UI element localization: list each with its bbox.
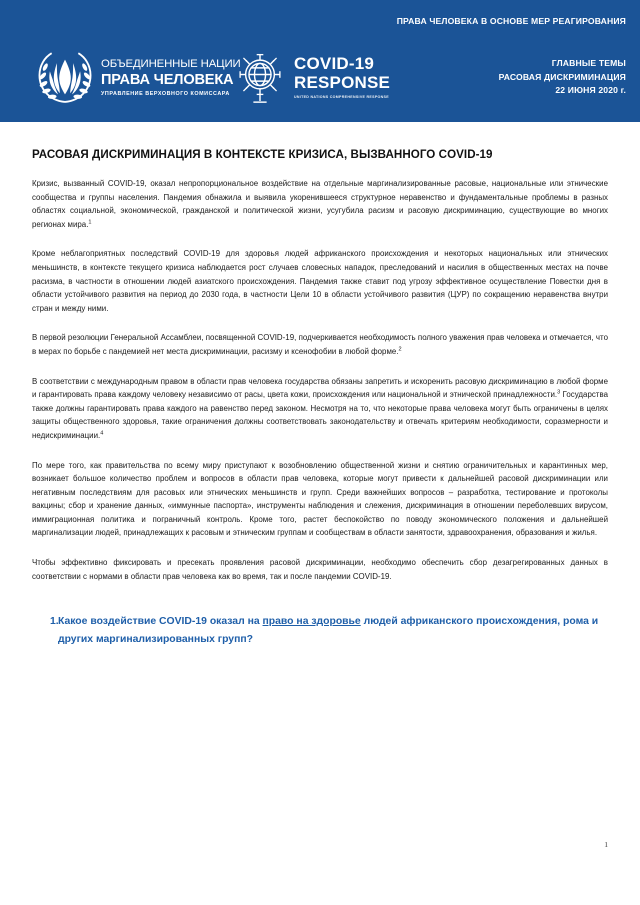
covid-response-logo-lockup bbox=[232, 48, 390, 106]
paragraph-3-text: В первой резолюции Генеральной Ассамблеи, посвященной COVID-19, подчеркивается необходимость полного уважения прав человека и отмечается, что в мерах по борьбе с пандемией нет места дискриминации, расизму и ксенофобии в любой форме. bbox=[32, 333, 608, 356]
covid-19-response-globe-icon bbox=[232, 48, 288, 106]
list-item bbox=[32, 613, 608, 649]
paragraph-4-text-part1: В соответствии с международным правом в области прав человека государства обязаны запретить и искоренить расовую дискриминацию в любой форме и гарантировать права каждому человеку независимо от расы, цвета кожи, происхождения или национальной и этнической принадлежности. bbox=[32, 376, 608, 400]
question-text-before-link: Какое воздействие COVID-19 оказал на bbox=[58, 616, 263, 628]
ohchr-logo-lockup bbox=[36, 48, 241, 106]
question-text-after-link: людей африканского происхождения, рома и других маргинализированных групп? bbox=[58, 616, 599, 646]
paragraph-6 bbox=[32, 556, 608, 583]
document-body bbox=[0, 148, 640, 649]
footnote-ref-3: 3 bbox=[557, 389, 561, 396]
right-to-health-link[interactable]: право на здоровье bbox=[262, 616, 361, 628]
question-text bbox=[58, 613, 608, 649]
banner-meta-date: 22 ИЮНЯ 2020 г. bbox=[555, 85, 626, 95]
question-number: 1. bbox=[50, 616, 59, 628]
covid-line-response: RESPONSE bbox=[294, 72, 391, 92]
page-number: 1 bbox=[604, 840, 608, 849]
paragraph-4-text-part2: Государства также должны гарантировать права каждого на равенство перед законом. Несмотря на то, что некоторые права человека могут быть ограничены в целях защиты общественного здоровья, такие ограничения должны соответствовать законодательству и отвечать критериям необходимости, соразмерности и недискриминации. bbox=[32, 390, 608, 440]
page-title: РАСОВАЯ ДИСКРИМИНАЦИЯ В КОНТЕКСТЕ КРИЗИСА, ВЫЗВАННОГО COVID-19 bbox=[32, 148, 493, 161]
un-human-rights-emblem-icon bbox=[36, 48, 94, 106]
ohchr-line-high-commissioner: УПРАВЛЕНИЕ ВЕРХОВНОГО КОМИССАРА bbox=[101, 90, 230, 97]
paragraph-3 bbox=[32, 331, 608, 358]
paragraph-6-text: Чтобы эффективно фиксировать и пресекать проявления расовой дискриминации, необходимо обеспечить сбор дезагрегированных данных в соответствии с нормами в области прав человека как во время, так и после пандемии COVID-19. bbox=[32, 558, 608, 581]
paragraph-2 bbox=[32, 247, 608, 315]
footnote-ref-4: 4 bbox=[100, 430, 104, 437]
paragraph-5 bbox=[32, 459, 608, 541]
paragraph-5-text: По мере того, как правительства по всему миру приступают к возобновлению общественной жизни и снятию ограничительных и карантинных мер, возникает большое количество проблем и вопросов в области прав человека, которые могут привести к дальнейшей расовой дискриминации или негативным последствиям для расовых или этнических меньшинств и групп. Среди важнейших вопросов – разработка, тестирование и протоколы вакцины; сбор и хранение данных, «иммунные паспорта», инструменты наблюдения и слежения, дискриминация в отношении переболевших вирусом, иммиграционная политика и пограничный контроль. Кроме того, растет беспокойство по поводу экономического положения и дальнейшей маргинализации людей, принадлежащих к расовым и этническим группам и сообществам в области занятости, здравоохранения, образования и жилья. bbox=[32, 460, 608, 538]
question-list bbox=[32, 613, 608, 649]
ohchr-wordmark bbox=[101, 57, 241, 97]
ohchr-line-united-nations: ОБЪЕДИНЕННЫЕ НАЦИИ bbox=[101, 57, 241, 70]
banner-meta-block bbox=[499, 57, 626, 98]
paragraph-2-text: Кроме неблагоприятных последствий COVID-19 для здоровья людей африканского происхождения и некоторых национальных или этнических меньшинств, в контексте текущего кризиса наблюдается рост случаев словесных нападок, преследований и насилия в общественных местах на почве расизма, в частности в отношении людей азиатского происхождения. Пандемия также ставит под угрозу эффективное осуществление Повестки дня в области устойчивого развития на период до 2030 года, в частности Цели 10 в области устойчивого развития (ЦУР) по сокращению неравенства внутри стран и между ними. bbox=[32, 249, 608, 313]
paragraph-1 bbox=[32, 177, 608, 231]
covid-response-wordmark bbox=[294, 55, 390, 100]
paragraph-4 bbox=[32, 375, 608, 443]
covid-line-subtitle: UNITED NATIONS COMPREHENSIVE RESPONSE bbox=[294, 94, 389, 99]
banner-meta-topic: РАСОВАЯ ДИСКРИМИНАЦИЯ bbox=[498, 71, 626, 82]
page-banner bbox=[0, 0, 640, 122]
covid-line-covid19: COVID-19 bbox=[294, 53, 375, 73]
banner-meta-topic-label: ГЛАВНЫЕ ТЕМЫ bbox=[551, 58, 626, 68]
footnote-ref-2: 2 bbox=[398, 346, 402, 353]
paragraph-1-text: Кризис, вызванный COVID-19, оказал непропорциональное воздействие на отдельные маргинализированные расовые, национальные или этнические сообщества и группы населения. Пандемия обнажила и выявила укоренившееся структурное неравенство и фундаментальные проблемы в разных областях социальной, экономической, гражданской и политической жизни, усугубила расизм и расовую дискриминацию, существующие во многих регионах мира. bbox=[32, 179, 608, 229]
banner-tagline: ПРАВА ЧЕЛОВЕКА В ОСНОВЕ МЕР РЕАГИРОВАНИЯ bbox=[396, 16, 626, 26]
ohchr-line-human-rights: ПРАВА ЧЕЛОВЕКА bbox=[101, 72, 234, 89]
footnote-ref-1: 1 bbox=[88, 219, 92, 226]
